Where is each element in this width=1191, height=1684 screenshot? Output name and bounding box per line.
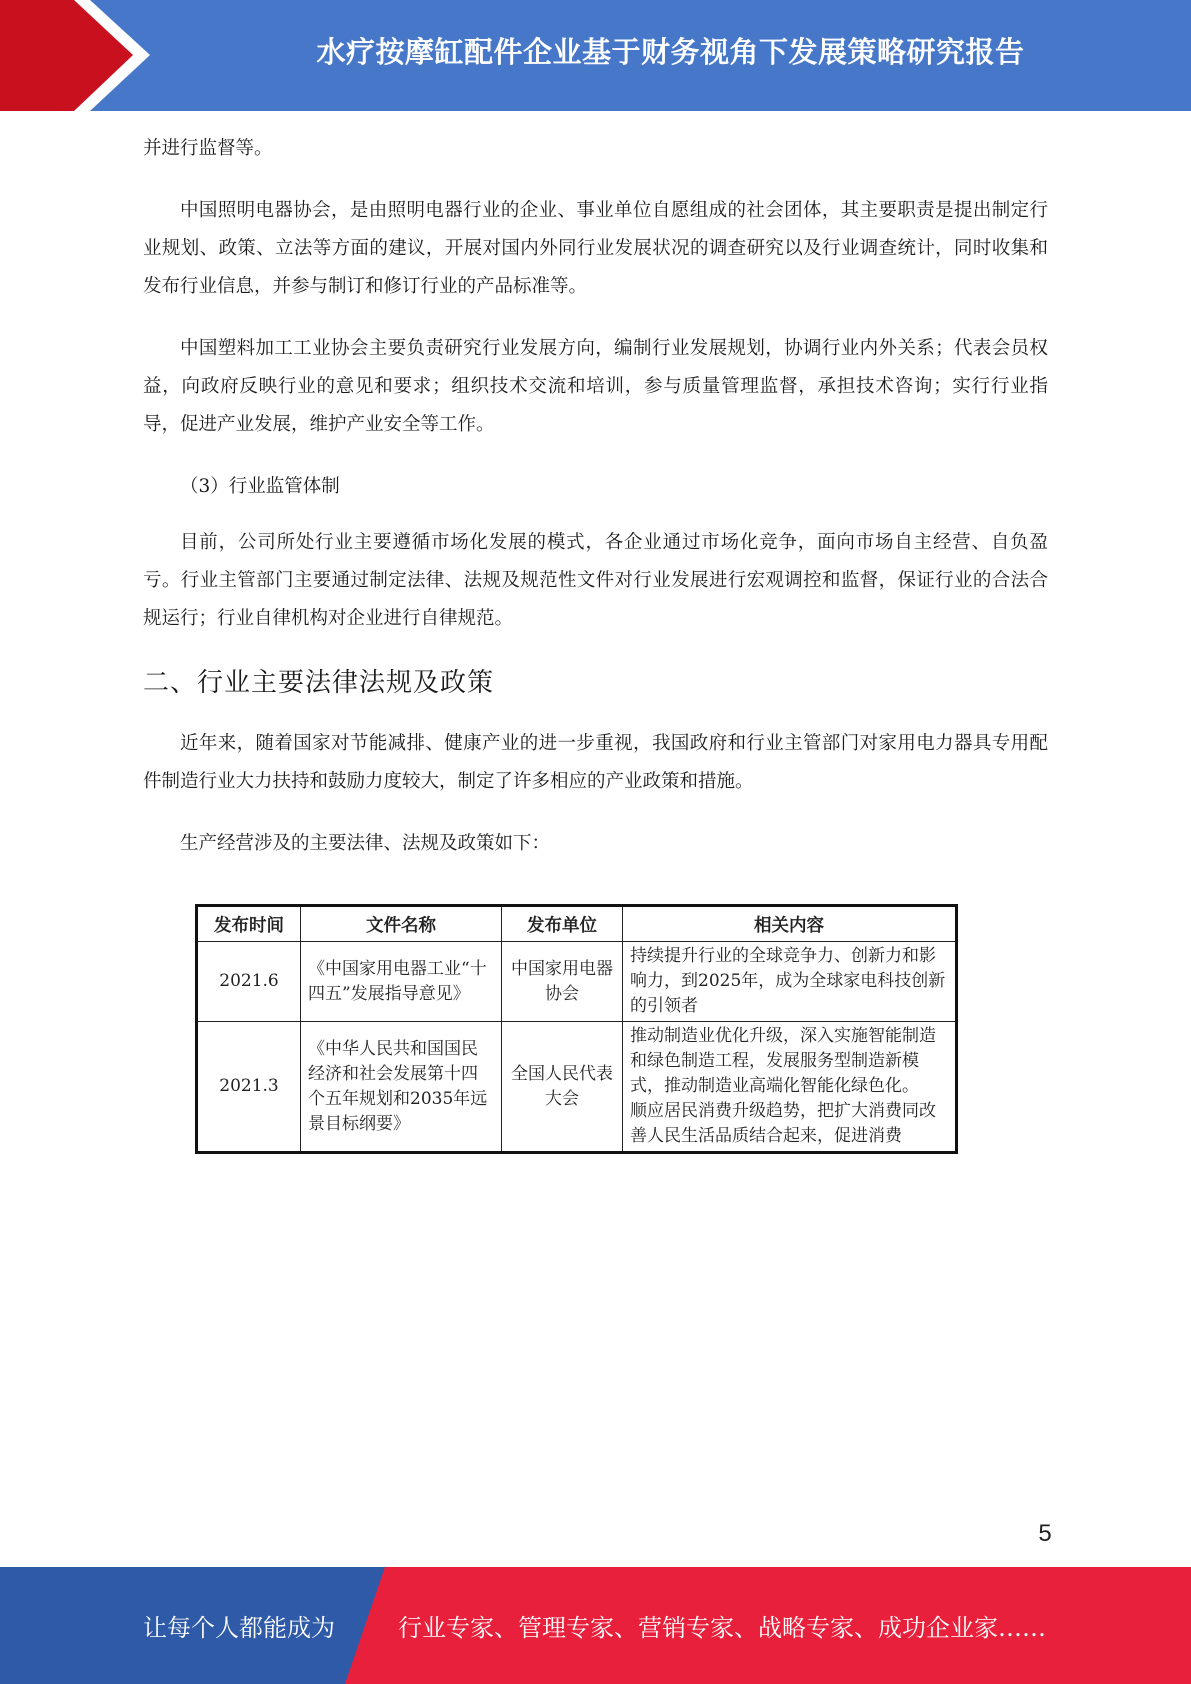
footer-slogan-left: 让每个人都能成为 bbox=[143, 1614, 335, 1642]
cell-content: 持续提升行业的全球竞争力、创新力和影响力，到2025年，成为全球家电科技创新的引领者 bbox=[623, 942, 957, 1022]
footer-band bbox=[0, 1567, 1191, 1684]
report-title: 水疗按摩缸配件企业基于财务视角下发展策略研究报告 bbox=[316, 34, 1025, 69]
cell-name: 《中华人民共和国国民经济和社会发展第十四个五年规划和2035年远景目标纲要》 bbox=[301, 1022, 502, 1153]
header-org: 发布单位 bbox=[502, 906, 623, 942]
table-row bbox=[197, 942, 957, 1022]
paragraph-3: 中国塑料加工工业协会主要负责研究行业发展方向，编制行业发展规划，协调行业内外关系；代表会员权益，向政府反映行业的意见和要求；组织技术交流和培训，参与质量管理监督，承担技术咨询；实行行业指导，促进产业发展，维护产业安全等工作。 bbox=[143, 338, 1048, 435]
cell-name: 《中国家用电器工业“十四五”发展指导意见》 bbox=[301, 942, 502, 1022]
header-arrow-decoration bbox=[0, 0, 220, 111]
header-band bbox=[0, 0, 1191, 111]
footer-slogan-right: 行业专家、管理专家、营销专家、战略专家、成功企业家…… bbox=[398, 1614, 1046, 1642]
cell-content: 推动制造业优化升级，深入实施智能制造和绿色制造工程，发展服务型制造新模式，推动制造业高端化智能化绿色化。 顺应居民消费升级趋势，把扩大消费同改善人民生活品质结合起来，促进消费 bbox=[623, 1022, 957, 1153]
cell-date: 2021.6 bbox=[197, 942, 301, 1022]
table-row bbox=[197, 1022, 957, 1153]
header-date: 发布时间 bbox=[197, 906, 301, 942]
header-content: 相关内容 bbox=[623, 906, 957, 942]
policy-table-wrapper bbox=[195, 904, 958, 1154]
paragraph-4: 目前，公司所处行业主要遵循市场化发展的模式，各企业通过市场化竞争，面向市场自主经营、自负盈亏。行业主管部门主要通过制定法律、法规及规范性文件对行业发展进行宏观调控和监督，保证行业的合法合规运行；行业自律机构对企业进行自律规范。 bbox=[143, 532, 1048, 629]
policy-table bbox=[195, 904, 958, 1154]
header-name: 文件名称 bbox=[301, 906, 502, 942]
page-number: 5 bbox=[1038, 1520, 1052, 1547]
cell-date: 2021.3 bbox=[197, 1022, 301, 1153]
paragraph-5: 近年来，随着国家对节能减排、健康产业的进一步重视，我国政府和行业主管部门对家用电力器具专用配件制造行业大力扶持和鼓励力度较大，制定了许多相应的产业政策和措施。 bbox=[143, 733, 1048, 792]
table-header-row bbox=[197, 906, 957, 942]
paragraph-2: 中国照明电器协会，是由照明电器行业的企业、事业单位自愿组成的社会团体，其主要职责是提出制定行业规划、政策、立法等方面的建议，开展对国内外同行业发展状况的调查研究以及行业调查统计，同时收集和发布行业信息，并参与制订和修订行业的产品标准等。 bbox=[143, 200, 1048, 297]
main-content bbox=[143, 130, 1048, 887]
section-heading: 二、行业主要法律法规及政策 bbox=[143, 668, 495, 698]
paragraph-6: 生产经营涉及的主要法律、法规及政策如下： bbox=[180, 833, 551, 854]
cell-org: 全国人民代表大会 bbox=[502, 1022, 623, 1153]
cell-org: 中国家用电器协会 bbox=[502, 942, 623, 1022]
paragraph-1: 并进行监督等。 bbox=[143, 138, 273, 159]
sub-heading: （3）行业监管体制 bbox=[180, 476, 340, 497]
